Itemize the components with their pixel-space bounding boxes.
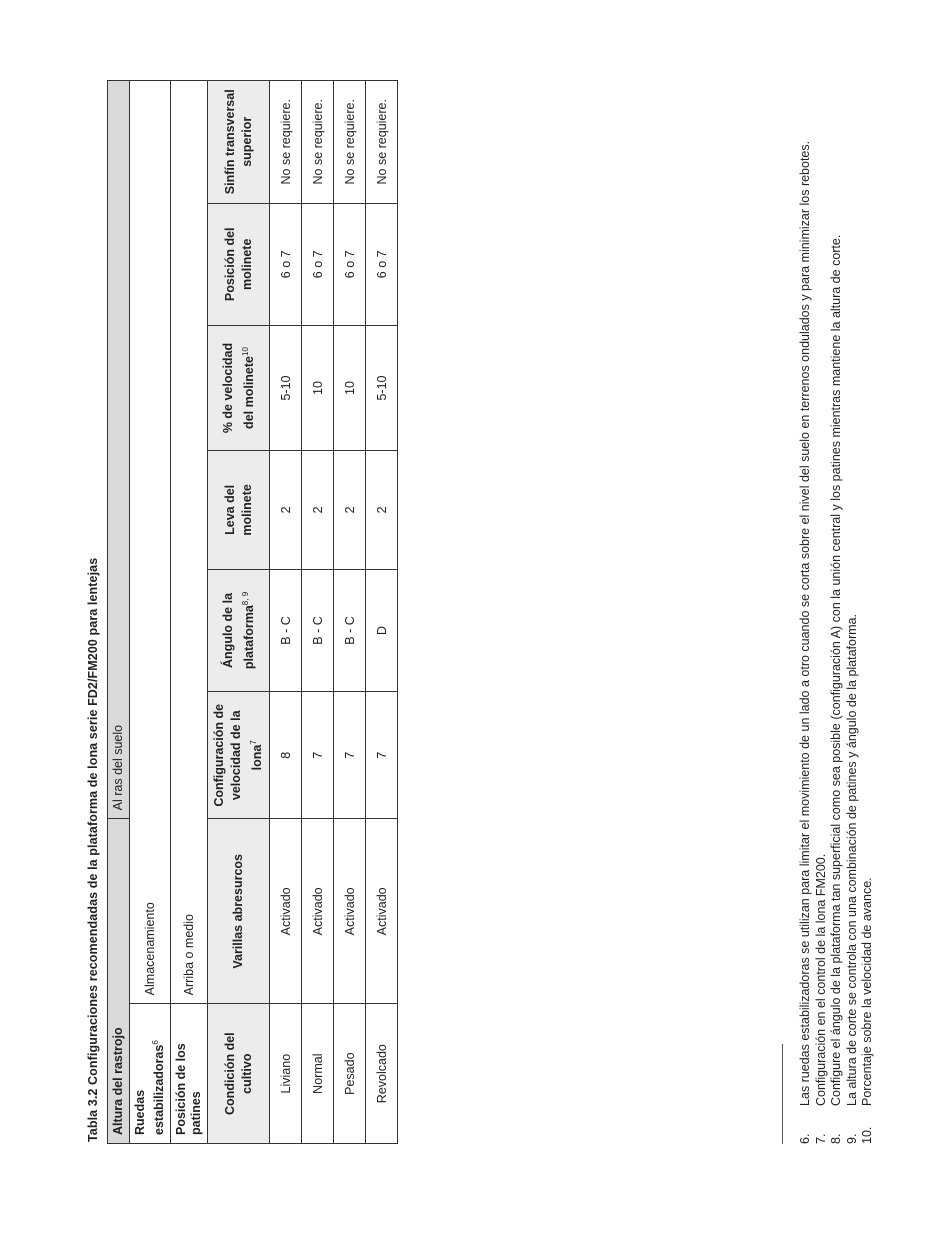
table-cell: 10 <box>334 326 366 451</box>
setting-label <box>130 1004 171 1144</box>
table-row <box>302 81 334 1144</box>
table-cell: 6 o 7 <box>270 203 302 325</box>
footnote-number: 6. <box>798 1133 812 1144</box>
footnote-number: 8. <box>829 1133 844 1144</box>
table-cell: No se requiere. <box>270 81 302 204</box>
table-cell: 10 <box>302 326 334 451</box>
footnote-number: 10. <box>860 1126 875 1144</box>
footnotes <box>798 64 876 1144</box>
footnote-text: Configuración en el control de la lona FM200. <box>813 853 828 1106</box>
setting-label <box>171 1004 208 1144</box>
table-cell: 6 o 7 <box>334 203 366 325</box>
table-row <box>334 81 366 1144</box>
column-header-row <box>208 81 270 1144</box>
footnote-number: 9. <box>844 1133 859 1144</box>
setting-value: Arriba o medio <box>171 81 208 1004</box>
table-cell: Activado <box>366 819 398 1004</box>
footnote <box>798 64 814 1144</box>
table-cell: Activado <box>302 819 334 1004</box>
settings-row <box>171 81 208 1144</box>
table-cell: No se requiere. <box>302 81 334 204</box>
setting-label-text: Altura del rastrojo <box>111 1027 125 1135</box>
setting-label-text: Ruedas estabilizadoras <box>133 1044 167 1135</box>
footnote-ref: 8, 9 <box>240 591 250 606</box>
footnote-number: 7. <box>813 1133 828 1144</box>
table-cell: 2 <box>270 451 302 570</box>
column-header <box>208 81 270 204</box>
table-cell: No se requiere. <box>366 81 398 204</box>
setting-label-text: Posición de los patines <box>174 1043 204 1135</box>
setting-label <box>108 819 130 1144</box>
column-header-text: Leva del molinete <box>222 484 254 536</box>
table-cell: 2 <box>302 451 334 570</box>
footnote-text: La altura de corte se controla con una combinación de patines y ángulo de la plataforma. <box>844 614 859 1106</box>
column-header <box>208 819 270 1004</box>
table-cell: Pesado <box>334 1004 366 1144</box>
footnote-ref: 10 <box>240 347 250 356</box>
table-cell: Activado <box>334 819 366 1004</box>
table-caption: Tabla 3.2 Configuraciones recomendadas de la plataforma de lona serie FD2/FM200 para lentejas <box>86 557 100 1142</box>
column-header-text: % de velocidad del molinete <box>220 342 256 434</box>
setting-value: Almacenamiento <box>130 81 171 1004</box>
footnote-text: Porcentaje sobre la velocidad de avance. <box>860 877 875 1106</box>
table-cell: Normal <box>302 1004 334 1144</box>
footnote-ref: 6 <box>151 1040 160 1045</box>
column-header <box>208 692 270 819</box>
column-header <box>208 569 270 691</box>
table-cell: No se requiere. <box>334 81 366 204</box>
column-header <box>208 326 270 451</box>
table-cell: 7 <box>366 692 398 819</box>
table-cell: 5-10 <box>270 326 302 451</box>
table-cell: B - C <box>334 569 366 691</box>
column-header-text: Condición del cultivo <box>222 1032 254 1115</box>
setting-value: Al ras del suelo <box>108 81 130 819</box>
column-header-text: Varillas abresurcos <box>231 854 246 969</box>
settings-row <box>108 81 130 1144</box>
column-header-text: Posición del molinete <box>222 227 254 302</box>
table-cell: 7 <box>334 692 366 819</box>
table-cell: 8 <box>270 692 302 819</box>
footnote-divider <box>782 1044 783 1144</box>
footnote-ref: 7 <box>249 740 259 745</box>
column-header <box>208 203 270 325</box>
footnote <box>829 64 845 1144</box>
settings-row <box>130 81 171 1144</box>
table-cell: 5-10 <box>366 326 398 451</box>
footnote-text: Las ruedas estabilizadoras se utilizan para limitar el movimiento de un lado a otro cuando se corta sobre el nivel del suelo en terrenos ondulados y para minimizar los rebotes. <box>798 140 812 1106</box>
table-cell: B - C <box>270 569 302 691</box>
column-header <box>208 451 270 570</box>
table-cell: Revolcado <box>366 1004 398 1144</box>
table-row <box>270 81 302 1144</box>
footnote <box>845 64 861 1144</box>
settings-table <box>107 80 398 1144</box>
table-cell: Activado <box>270 819 302 1004</box>
table-row <box>366 81 398 1144</box>
table-cell: D <box>366 569 398 691</box>
footnote <box>860 64 876 1144</box>
table-cell: 2 <box>334 451 366 570</box>
column-header-text: Ángulo de la plataforma <box>220 592 256 670</box>
column-header-text: Sinfín transversal superior <box>222 89 254 195</box>
table-cell: 6 o 7 <box>366 203 398 325</box>
footnote <box>814 64 830 1144</box>
table-cell: 7 <box>302 692 334 819</box>
column-header <box>208 1004 270 1144</box>
table-cell: Liviano <box>270 1004 302 1144</box>
table-cell: 6 o 7 <box>302 203 334 325</box>
footnote-text: Configure el ángulo de la plataforma tan superficial como sea posible (configuración A) con la unión central y los patines mientras mantiene la altura de corte. <box>829 234 844 1106</box>
column-header-text: Configuración de velocidad de la lona <box>212 703 265 807</box>
table-cell: 2 <box>366 451 398 570</box>
table-cell: B - C <box>302 569 334 691</box>
